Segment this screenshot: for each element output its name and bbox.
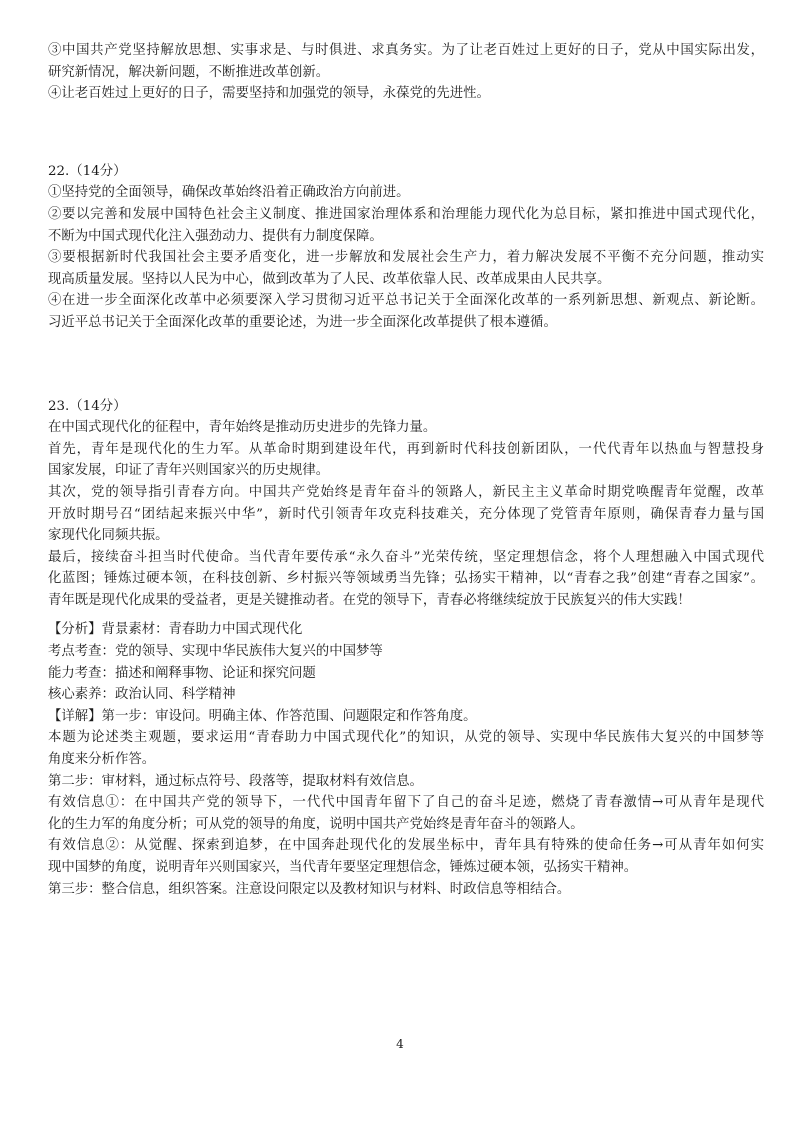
q21-point-3-line-2: 研究新情况，解决新问题，不断推进改革创新。 xyxy=(48,64,330,80)
analysis-line: 有效信息②：从觉醒、探索到追梦，在中国奔赴现代化的发展坐标中，青年具有特殊的使命任务→可从青年如何实 xyxy=(48,838,764,854)
q23-line: 最后，接续奋斗担当时代使命。当代青年要传承“永久奋斗”光荣传统，坚定理想信念，将个人理想融入中国式现代 xyxy=(48,549,764,565)
q22-line: ②要以完善和发展中国特色社会主义制度、推进国家治理体系和治理能力现代化为总目标，紧扣推进中国式现代化， xyxy=(48,206,764,222)
analysis-line: 有效信息①：在中国共产党的领导下，一代代中国青年留下了自己的奋斗足迹，燃烧了青春激情→可从青年是现代 xyxy=(48,795,764,811)
analysis-line: 角度来分析作答。 xyxy=(48,752,156,768)
q22-answer xyxy=(48,161,764,334)
analysis-line: 能力考查：描述和阐释事物、论证和探究问题 xyxy=(48,665,316,681)
q22-line: ③要根据新时代我国社会主要矛盾变化，进一步解放和发展社会生产力，着力解决发展不平衡不充分问题，推动实 xyxy=(48,250,764,266)
q23-line: 其次，党的领导指引青春方向。中国共产党始终是青年奋斗的领路人，新民主主义革命时期党唤醒青年觉醒，改革 xyxy=(48,484,764,500)
q23-analysis xyxy=(48,619,764,900)
q23-line: 家现代化同频共振。 xyxy=(48,528,169,544)
q23-line: 在中国式现代化的征程中，青年始终是推动历史进步的先锋力量。 xyxy=(48,420,437,436)
q23-answer xyxy=(48,396,764,612)
analysis-line: 考点考查：党的领导、实现中华民族伟大复兴的中国梦等 xyxy=(48,644,383,660)
page-number: 4 xyxy=(396,1037,404,1051)
analysis-line: 本题为论述类主观题，要求运用“青春助力中国式现代化”的知识，从党的领导、实现中华民族伟大复兴的中国梦等 xyxy=(48,730,764,746)
q23-line: 国家发展，印证了青年兴则国家兴的历史规律。 xyxy=(48,463,330,479)
q22-line: 现高质量发展。坚持以人民为中心，做到改革为了人民、改革依靠人民、改革成果由人民共享。 xyxy=(48,271,611,287)
analysis-line: 【分析】背景素材：青春助力中国式现代化 xyxy=(48,622,303,638)
q22-line: 不断为中国式现代化注入强劲动力、提供有力制度保障。 xyxy=(48,228,383,244)
q21-point-4: ④让老百姓过上更好的日子，需要坚持和加强党的领导，永葆党的先进性。 xyxy=(48,86,490,102)
q22-heading: 22.（14分） xyxy=(48,163,127,179)
analysis-line: 第二步：审材料，通过标点符号、段落等，提取材料有效信息。 xyxy=(48,773,423,789)
q23-line: 首先，青年是现代化的生力军。从革命时期到建设年代，再到新时代科技创新团队，一代代青年以热血与智慧投身 xyxy=(48,441,764,457)
document-page xyxy=(48,40,764,900)
q23-line: 化蓝图；锤炼过硬本领，在科技创新、乡村振兴等领域勇当先锋；弘扬实干精神，以“青春之我”创建“青春之国家”。 xyxy=(48,571,764,587)
analysis-line: 第三步：整合信息，组织答案。注意设问限定以及教材知识与材料、时政信息等相结合。 xyxy=(48,881,571,897)
q22-line: 习近平总书记关于全面深化改革的重要论述，为进一步全面深化改革提供了根本遵循。 xyxy=(48,314,557,330)
q22-line: ④在进一步全面深化改革中必须要深入学习贯彻习近平总书记关于全面深化改革的一系列新思想、新观点、新论断。 xyxy=(48,293,764,309)
q23-line: 青年既是现代化成果的受益者，更是关键推动者。在党的领导下，青春必将继续绽放于民族复兴的伟大实践！ xyxy=(48,592,691,608)
q21-point-3-line-1: ③中国共产党坚持解放思想、实事求是、与时俱进、求真务实。为了让老百姓过上更好的日子，党从中国实际出发， xyxy=(48,43,764,58)
analysis-line: 现中国梦的角度，说明青年兴则国家兴，当代青年要坚定理想信念，锤炼过硬本领，弘扬实干精神。 xyxy=(48,860,638,875)
q22-line: ①坚持党的全面领导，确保改革始终沿着正确政治方向前进。 xyxy=(48,185,410,201)
q23-line: 开放时期号召“团结起来振兴中华”，新时代引领青年攻克科技难关，充分体现了党管青年原则，确保青春力量与国 xyxy=(48,506,764,522)
analysis-line: 化的生力军的角度分析；可从党的领导的角度，说明中国共产党始终是青年奋斗的领路人。 xyxy=(48,816,584,832)
q21-tail xyxy=(48,40,764,105)
analysis-line: 核心素养：政治认同、科学精神 xyxy=(48,687,236,703)
q23-heading: 23.（14分） xyxy=(48,398,127,414)
analysis-line: 【详解】第一步：审设问。明确主体、作答范围、问题限定和作答角度。 xyxy=(48,708,477,724)
